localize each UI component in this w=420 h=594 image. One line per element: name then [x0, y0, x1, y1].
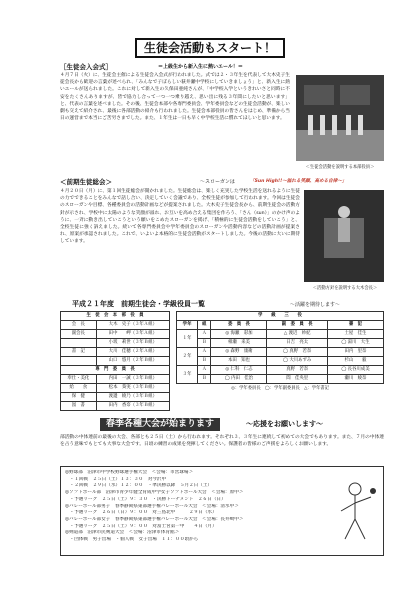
- senmon-header: 専 門 委 員 長: [61, 366, 170, 375]
- table-row: 図 書 田内 香奈（３年Ｂ組）: [61, 402, 170, 411]
- spring-heading: 春季各種大会が始まります: [100, 418, 220, 431]
- table-row: 小坂 莉世（３年Ｂ組）: [61, 339, 170, 348]
- general-body: ４月２０日（月）に、第１回生徒総会が開かれました。生徒総会は、楽しく充実した学校生活を送れるように生徒の力でできることをみんなで話し合い、決定していく会議であり、全校生徒が参加して行われます。今回は生徒会のスローガンや目標、各種委員会の活動計画などが提案されました。大木史子生徒会長から、前期生徒会の活動方針が示され、学校中に太陽のような笑顔が溢れ、お互いを高め合える集団を作ろう、「さん（sun）」のかけ声のように、一斉に動き出していこうという願いをこめたスローガンを掲げ、「積極的に生徒会活動をしていこう」と、全校生徒に強く訴えました。続いて各専門委員会や学年委員会のスローガンや活動内容などの活動計画が提案され、原案が承認されました。これで、いよいよ本格的に生徒会活動がスタートしました。今後の活動に大いに期待しています。: [60, 189, 300, 245]
- honbu-table: [60, 311, 170, 411]
- slogan-text: 「Sun High!!～溢れる笑顔、高める自律～」: [250, 179, 347, 184]
- list-item: ・２回戦 ２９日（水）１２：００ ・準決勝以降 ５月２日（土）: [65, 483, 213, 489]
- table-row: 給 食 松本 葵実（３年Ｂ組）: [61, 384, 170, 393]
- table-row: 書 記 大川 佳穂（２年Ａ組）: [61, 348, 170, 357]
- page-title: 生徒会活動もスタート！: [135, 38, 285, 58]
- schedule-list: [65, 470, 333, 544]
- table-row: 会 長 大木 史子（３年Ａ組）: [61, 321, 170, 330]
- schedule-box: [60, 466, 384, 556]
- list-item: ◎剣道部 沼津市民剣道大会 ＜会場：沼津市体育館＞: [65, 530, 180, 536]
- officers-heading: 平成２１年度 前期生徒会・学級役員一覧: [72, 300, 205, 308]
- list-item: ・予選リーグ ２５日（土）９：３０ ・決勝トーナメント ２６日（日）: [65, 496, 226, 502]
- list-item: ・１回戦 ２５日（土）１３：３０ 対今沢中: [65, 476, 167, 482]
- entrance-heading: ［生徒会入会式］: [60, 63, 112, 71]
- general-caption: ＜活動方針を説明する大木会長＞: [312, 286, 378, 291]
- list-item: ・予選リーグ ２５日（土）９：００ 対富士宮第一中 ４日（月）: [65, 523, 217, 529]
- entrance-caption: ＜生徒会活動を説明する本部役員＞: [305, 165, 375, 170]
- table-row: Ｂ 相瀬 来美 日吉 亮太 ◯ 湯川 大生: [177, 339, 384, 348]
- list-item: ・予選リーグ ２６日（日）９：００ 対三島北中 ２９日（水）: [65, 510, 217, 516]
- list-item: ◎バレーボール部男子 春季静岡県東部選手権バレーボール大会 ＜会場：清水中＞: [65, 503, 239, 509]
- list-item: ◎野球部 沼津市中学校野球選手権大会 ＜会場：市営球場＞: [65, 470, 194, 475]
- general-photo: [304, 190, 384, 282]
- speaker-illustration: [304, 190, 384, 282]
- table-row: ３年 Ａ ◎ 仁科 仁志 真野 若奈 ◯ 長谷川成美: [177, 366, 384, 375]
- gakkyu-header: 学 級 三 役: [177, 312, 384, 321]
- list-item: ◎バレーボール部女子 春季静岡県東部選手権バレーボール大会 ＜会場：長井崎中＞: [65, 516, 244, 522]
- table-row: Ｂ 本田 知也 ◯ 大川あずみ 杉山 毅: [177, 357, 384, 366]
- stage-illustration: [296, 75, 384, 161]
- list-item: ・団体戦 男子出場 ・個人戦 女子出場 １１：００頃から: [65, 537, 199, 543]
- list-item: ◎ソフトボール部 沼津市青少年健全育成中学女子ソフトボール大会 ＜会場：原中＞: [65, 490, 244, 496]
- officers-legend: ◎：学年委員長 ◯：学年副委員長 △：学年書記: [231, 386, 329, 391]
- table-row: 副会長 田中 岬（３年Ａ組）: [61, 330, 170, 339]
- honbu-header: 生 徒 会 本 部 役 員: [61, 312, 170, 321]
- gakkyu-table: 学 級 三 役 学年 組 委 員 長 副 委 員 長 書 記 １年 Ａ ◎ 海瀬 彩加 △ 渡辺 紗紀 土屋 佳生 Ｂ 相瀬 来美 日吉 亮太 ◯ 湯川 大生 ２年 Ａ ◎ 森野 康衛 ◯ 真野 若奈 田内 里奈 Ｂ 本田 知也 ◯ 大川あずみ 杉山 毅 ３年 Ａ ◎ 仁科 仁志 真野 若奈 ◯ 長谷川成美 Ｂ ◯ 内田 佳治 間 佳央里 瀬川 綾奈 ◎：学年委員長 ◯：学年副委員長 △：学年書記: [176, 311, 384, 391]
- spring-body: 部活動の中体連前の最後の大会、各部とも２５日（土）から行われます。それぞれ３、３年生に連続して初めての大会でもあります。また、７月の中体連を占う意味でもとても大事な大会です。日頃の練習の成果を発揮してください。保護者の皆様のご声援をよろしくお願いします。: [60, 435, 384, 448]
- spring-cheer: ～応援をお願いします～: [246, 420, 323, 428]
- entrance-subhead: ＝上級生から新入生に熱いエール！＝: [158, 64, 243, 70]
- officers-note: ～活躍を期待します～: [290, 302, 341, 308]
- table-row: 保 健 渡邊 綾乃（３年Ｂ組）: [61, 393, 170, 402]
- general-heading: ＜前期生徒総会＞: [60, 178, 112, 186]
- entrance-photo: [296, 75, 384, 161]
- table-row: 奉仕・美化 内田 一誠（３年Ｂ組）: [61, 375, 170, 384]
- slogan-label: ～スローガンは: [200, 179, 235, 185]
- entrance-body: ４月７日（火）に、生徒会主催による生徒会入会式が行われました。式では２・３年生を代表して大木史子生徒会長から歓迎の言葉が述べられ、「みんなで子ぼらしい萩井瀬中学校にしていきましょう」と、新入生に熱いエールが送られました。これに対して新入生の久保田亜純さんが、「中学校入学というきれいさと同時に不安をたくさんありますが、皆で協力し合って一つ一つ乗り越え、思い出に残る３年間にしたいと思います」と、代表の言葉を述べました。その後、生徒会本部や各専門委員会、学年委員会などの生徒会活動が、楽しい劇も交えて紹介され、最後に各部活動の紹介も行われました。生徒会本部役員の皆さんをはじめ、準備から当日の運営まで本当にご苦労さまでした。また、１年生は一日も早く中学校生活に慣れてほしいと思います。: [60, 73, 290, 122]
- table-row: ２年 Ａ ◎ 森野 康衛 ◯ 真野 若奈 田内 里奈: [177, 348, 384, 357]
- sports-illustration-icon: [333, 477, 377, 547]
- table-row: 山口 悠月（２年Ｂ組）: [61, 357, 170, 366]
- table-row: Ｂ ◯ 内田 佳治 間 佳央里 瀬川 綾奈: [177, 375, 384, 384]
- table-row: １年 Ａ ◎ 海瀬 彩加 △ 渡辺 紗紀 土屋 佳生: [177, 330, 384, 339]
